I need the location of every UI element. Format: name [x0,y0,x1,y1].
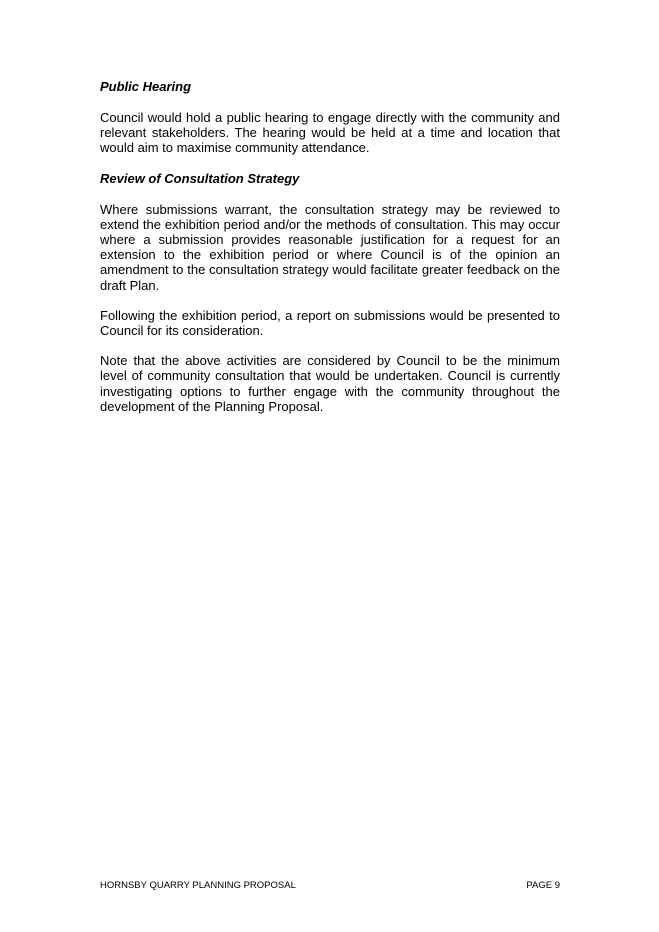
page-footer [100,880,560,892]
section-heading-review-of-consultation-strategy: Review of Consultation Strategy [100,170,300,186]
paragraph-minimum-consultation: Note that the above activities are considered by Council to be the minimum level of community consultation that would be undertaken. Council is currently investigating options to further engage with the community throughout the development of the Planning Proposal. [100,353,560,414]
document-body [100,79,560,429]
section-heading-public-hearing: Public Hearing [100,79,192,94]
footer-document-title: HORNSBY QUARRY PLANNING PROPOSAL [100,880,296,891]
paragraph-exhibition-report: Following the exhibition period, a report on submissions would be presented to Council for its consideration. [100,307,560,339]
footer-page-number: PAGE 9 [526,880,560,891]
paragraph-submissions: Where submissions warrant, the consultation strategy may be reviewed to extend the exhibition period and/or the methods of consultation. This may occur where a submission provides reasonable justification for a request for an extension to the exhibition period or where Council is of the opinion an amendment to the consultation strategy would facilitate greater feedback on the draft Plan. [100,201,560,293]
paragraph-public-hearing: Council would hold a public hearing to engage directly with the community and relevant stakeholders. The hearing would be held at a time and location that would aim to maximise community attendance. [100,110,560,156]
